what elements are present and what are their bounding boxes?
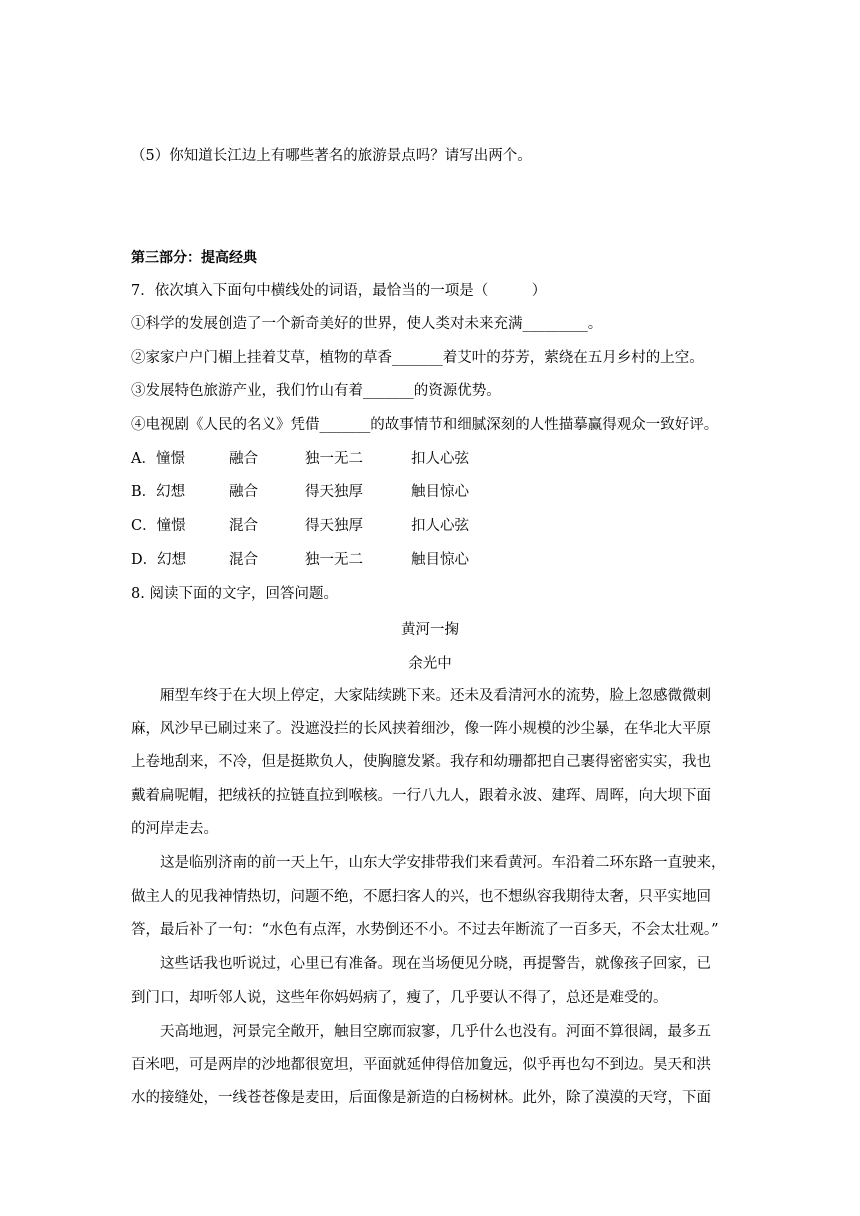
option-c-word-2: 混合 [229,518,258,534]
q7-sentence-4: ④电视剧《人民的名义》凭借_______的故事情节和细腻深刻的人性描摹赢得观众一致好评。 [131,417,719,433]
article-line: 这些话我也听说过，心里已有准备。现在当场便见分晓，再提警告，就像孩子回家，已 [131,956,711,972]
option-c-word-1: C．憧憬 [131,518,186,534]
article-line: 上卷地刮来，不冷，但是挺欺负人，使胸臆发紧。我存和幼珊都把自己裹得密密实实，我也 [131,754,711,770]
q7-sentence-1: ①科学的发展创造了一个新奇美好的世界，使人类对未来充满_________。 [131,316,603,332]
article-line: 厢型车终于在大坝上停定，大家陆续跳下来。还未及看清河水的流势，脸上忽感微微刺 [131,688,711,704]
option-c-word-3: 得天独厚 [305,518,363,534]
option-d-word-2: 混合 [229,552,258,568]
article-line: 答，最后补了一句：“水色有点浑，水势倒还不小。不过去年断流了一百多天，不会太壮观。” [131,922,719,938]
option-c-word-4: 扣人心弦 [411,518,469,534]
q7-sentence-3: ③发展特色旅游产业，我们竹山有着_______的资源优势。 [131,383,501,399]
option-b-word-1: B．幻想 [131,484,186,500]
article-line: 百米吧，可是两岸的沙地都很宽坦，平面就延伸得倍加夐远，似乎再也勾不到边。昊天和洪 [131,1057,711,1073]
option-a-word-4: 扣人心弦 [411,451,469,467]
option-b-word-2: 融合 [229,484,258,500]
option-a-word-2: 融合 [229,451,258,467]
article-line: 麻，风沙早已刷过来了。没遮没拦的长风挟着细沙，像一阵小规模的沙尘暴，在华北大平原 [131,721,711,737]
article-line: 戴着扁呢帽，把绒袄的拉链直拉到喉核。一行八九人，跟着永波、建珲、周晖，向大坝下面 [131,788,711,804]
article-title: 黄河一掬 [401,622,459,638]
option-d-word-3: 独一无二 [305,552,363,568]
option-b-word-4: 触目惊心 [411,484,469,500]
article-line: 水的接缝处，一线苍苍像是麦田，后面像是新造的白杨树林。此外，除了漠漠的天穹，下面 [131,1090,711,1106]
article-line: 到门口，却听邻人说，这些年你妈妈病了，瘦了，几乎要认不得了，总还是难受的。 [131,990,668,1006]
option-a-word-3: 独一无二 [305,451,363,467]
option-a-word-1: A．憧憬 [131,451,185,467]
article-line: 天高地迥，河景完全敞开，触目空廓而寂寥，几乎什么也没有。河面不算很阔，最多五 [131,1024,711,1040]
article-line: 的河岸走去。 [131,821,218,837]
option-d-word-4: 触目惊心 [411,552,469,568]
option-d-word-1: D．幻想 [131,552,187,568]
article-line: 这是临别济南的前一天上午，山东大学安排带我们来看黄河。车沿着二环东路一直驶来， [131,855,726,871]
option-b-word-3: 得天独厚 [305,484,363,500]
section-3-title: 第三部分：提高经典 [131,250,257,266]
q7-sentence-2: ②家家户户门楣上挂着艾草，植物的草香_______着艾叶的芬芳，萦绕在五月乡村的上空。 [131,350,704,366]
article-author: 余光中 [408,656,452,672]
article-line: 做主人的见我神情热切，问题不绝，不愿扫客人的兴，也不想纵容我期待太奢，只平实地回 [131,889,711,905]
question-7-stem: 7．依次填入下面句中横线处的词语，最恰当的一项是（ ） [131,283,547,299]
question-5: （5）你知道长江边上有哪些著名的旅游景点吗？请写出两个。 [131,148,532,164]
question-8-stem: 8. 阅读下面的文字，回答问题。 [131,586,338,602]
